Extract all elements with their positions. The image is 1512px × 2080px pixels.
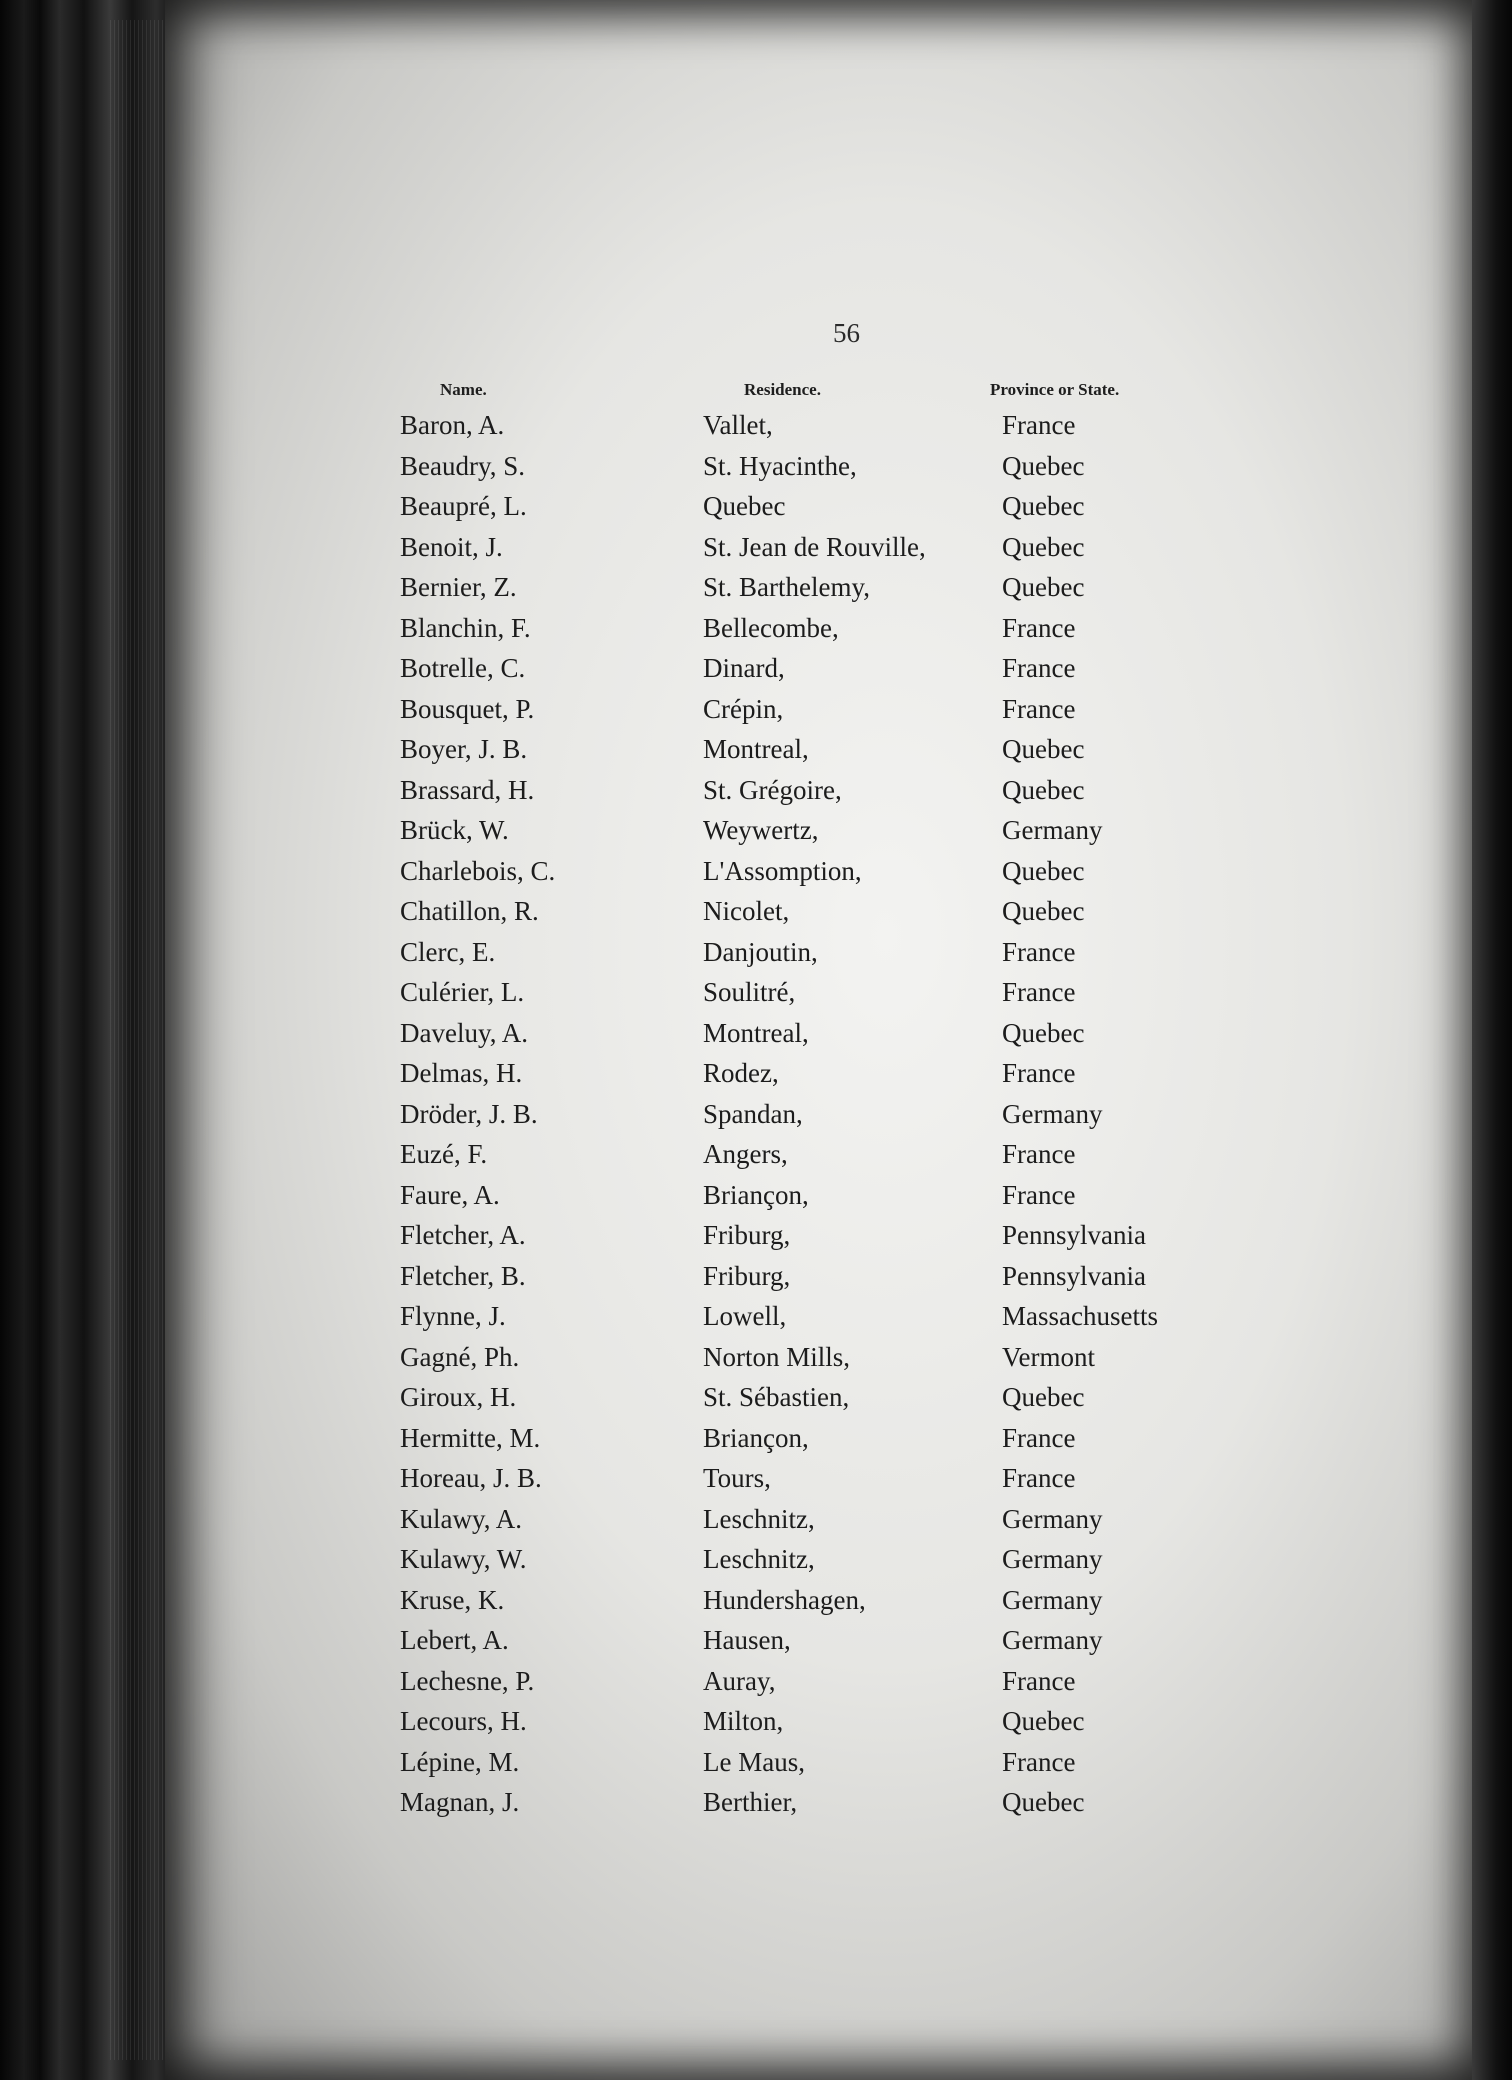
residence-cell: Lowell, — [703, 1301, 787, 1331]
province-cell: France — [1002, 1179, 1076, 1210]
table-row — [0, 1423, 1512, 1464]
table-row — [0, 1018, 1512, 1059]
province-cell: France — [1002, 1463, 1076, 1493]
residence-cell: Crépin, — [703, 693, 784, 724]
province-cell: Germany — [1002, 1625, 1103, 1655]
residence-cell: Rodez, — [703, 1058, 779, 1088]
table-row — [0, 613, 1512, 654]
table-row — [0, 1504, 1512, 1545]
table-row — [0, 1099, 1512, 1140]
residence-cell: Tours, — [703, 1463, 771, 1493]
name-cell: Lebert, A. — [400, 1625, 509, 1655]
table-row — [0, 1706, 1512, 1747]
name-cell: Faure, A. — [400, 1179, 500, 1210]
table-row — [0, 532, 1512, 573]
table-row — [0, 1585, 1512, 1626]
province-cell: France — [1002, 936, 1076, 967]
registry-table — [0, 410, 1512, 1828]
table-row — [0, 1544, 1512, 1585]
residence-cell: Hundershagen, — [703, 1584, 866, 1615]
residence-cell: Danjoutin, — [703, 936, 818, 967]
name-cell: Euzé, F. — [400, 1139, 488, 1169]
table-row — [0, 1220, 1512, 1261]
province-cell: France — [1002, 1058, 1076, 1088]
residence-cell: St. Sébastien, — [703, 1382, 850, 1412]
province-cell: France — [1002, 693, 1076, 724]
table-row — [0, 491, 1512, 532]
province-cell: Germany — [1002, 1584, 1103, 1615]
residence-cell: Montreal, — [703, 734, 809, 764]
name-cell: Botrelle, C. — [400, 653, 526, 683]
name-cell: Hermitte, M. — [400, 1422, 541, 1453]
column-header-province: Province or State. — [990, 380, 1120, 399]
name-cell: Delmas, H. — [400, 1058, 523, 1088]
name-cell: Bernier, Z. — [400, 572, 517, 602]
name-cell: Clerc, E. — [400, 936, 496, 967]
province-cell: Quebec — [1002, 531, 1085, 562]
residence-cell: Nicolet, — [703, 896, 790, 926]
residence-cell: Berthier, — [703, 1787, 798, 1817]
name-cell: Fletcher, B. — [400, 1260, 526, 1291]
name-cell: Kruse, K. — [400, 1584, 505, 1615]
name-cell: Giroux, H. — [400, 1382, 517, 1412]
province-cell: Quebec — [1002, 855, 1085, 886]
province-cell: France — [1002, 653, 1076, 683]
table-row — [0, 653, 1512, 694]
table-row — [0, 694, 1512, 735]
table-row — [0, 1180, 1512, 1221]
name-cell: Beaupré, L. — [400, 491, 527, 521]
province-cell: Vermont — [1002, 1341, 1095, 1372]
province-cell: Quebec — [1002, 1382, 1085, 1412]
table-row — [0, 775, 1512, 816]
name-cell: Benoit, J. — [400, 531, 503, 562]
column-header-name: Name. — [440, 380, 487, 399]
residence-cell: Vallet, — [703, 410, 773, 440]
province-cell: Pennsylvania — [1002, 1220, 1146, 1250]
table-row — [0, 410, 1512, 451]
residence-cell: Milton, — [703, 1706, 784, 1736]
name-cell: Kulawy, W. — [400, 1544, 527, 1574]
province-cell: France — [1002, 612, 1076, 643]
province-cell: Quebec — [1002, 1706, 1085, 1736]
table-row — [0, 937, 1512, 978]
province-cell: Quebec — [1002, 1787, 1085, 1817]
province-cell: Quebec — [1002, 1017, 1085, 1048]
table-row — [0, 734, 1512, 775]
name-cell: Baron, A. — [400, 410, 505, 440]
name-cell: Lépine, M. — [400, 1746, 520, 1777]
residence-cell: Briançon, — [703, 1179, 809, 1210]
table-row — [0, 896, 1512, 937]
name-cell: Boyer, J. B. — [400, 734, 528, 764]
province-cell: France — [1002, 977, 1076, 1007]
province-cell: Germany — [1002, 1544, 1103, 1574]
province-cell: France — [1002, 1665, 1076, 1696]
table-row — [0, 977, 1512, 1018]
table-row — [0, 572, 1512, 613]
province-cell: Pennsylvania — [1002, 1260, 1146, 1291]
name-cell: Magnan, J. — [400, 1787, 520, 1817]
province-cell: France — [1002, 1422, 1076, 1453]
table-row — [0, 1787, 1512, 1828]
residence-cell: Spandan, — [703, 1098, 803, 1129]
residence-cell: St. Grégoire, — [703, 774, 842, 805]
residence-cell: Friburg, — [703, 1220, 791, 1250]
table-row — [0, 815, 1512, 856]
residence-cell: St. Jean de Rouville, — [703, 531, 926, 562]
province-cell: France — [1002, 410, 1076, 440]
residence-cell: Montreal, — [703, 1017, 809, 1048]
name-cell: Beaudry, S. — [400, 450, 525, 481]
province-cell: Germany — [1002, 1503, 1103, 1534]
name-cell: Brassard, H. — [400, 774, 535, 805]
table-row — [0, 1342, 1512, 1383]
province-cell: Quebec — [1002, 491, 1085, 521]
table-row — [0, 1058, 1512, 1099]
name-cell: Charlebois, C. — [400, 855, 556, 886]
province-cell: Quebec — [1002, 896, 1085, 926]
table-row — [0, 1301, 1512, 1342]
name-cell: Fletcher, A. — [400, 1220, 526, 1250]
residence-cell: L'Assomption, — [703, 855, 862, 886]
page-number: 56 — [833, 318, 860, 348]
province-cell: Quebec — [1002, 734, 1085, 764]
table-row — [0, 856, 1512, 897]
province-cell: Quebec — [1002, 572, 1085, 602]
name-cell: Bousquet, P. — [400, 693, 535, 724]
column-header-residence: Residence. — [744, 380, 821, 399]
name-cell: Gagné, Ph. — [400, 1341, 520, 1372]
name-cell: Kulawy, A. — [400, 1503, 522, 1534]
residence-cell: St. Barthelemy, — [703, 572, 870, 602]
name-cell: Dröder, J. B. — [400, 1098, 538, 1129]
residence-cell: Angers, — [703, 1139, 788, 1169]
residence-cell: Le Maus, — [703, 1746, 805, 1777]
table-row — [0, 1261, 1512, 1302]
name-cell: Brück, W. — [400, 815, 509, 845]
residence-cell: Weywertz, — [703, 815, 819, 845]
province-cell: Massachusetts — [1002, 1301, 1158, 1331]
residence-cell: Auray, — [703, 1665, 776, 1696]
province-cell: France — [1002, 1139, 1076, 1169]
table-row — [0, 1666, 1512, 1707]
residence-cell: Bellecombe, — [703, 612, 839, 643]
name-cell: Culérier, L. — [400, 977, 525, 1007]
residence-cell: Briançon, — [703, 1422, 809, 1453]
residence-cell: Dinard, — [703, 653, 785, 683]
province-cell: Germany — [1002, 815, 1103, 845]
name-cell: Lechesne, P. — [400, 1665, 535, 1696]
residence-cell: Norton Mills, — [703, 1341, 851, 1372]
name-cell: Chatillon, R. — [400, 896, 539, 926]
name-cell: Flynne, J. — [400, 1301, 506, 1331]
table-row — [0, 1747, 1512, 1788]
table-row — [0, 1139, 1512, 1180]
province-cell: Quebec — [1002, 450, 1085, 481]
residence-cell: Friburg, — [703, 1260, 791, 1291]
residence-cell: Leschnitz, — [703, 1544, 815, 1574]
name-cell: Horeau, J. B. — [400, 1463, 542, 1493]
table-row — [0, 1463, 1512, 1504]
table-row — [0, 1382, 1512, 1423]
residence-cell: Quebec — [703, 491, 786, 521]
table-row — [0, 451, 1512, 492]
name-cell: Blanchin, F. — [400, 612, 531, 643]
table-row — [0, 1625, 1512, 1666]
residence-cell: St. Hyacinthe, — [703, 450, 857, 481]
name-cell: Daveluy, A. — [400, 1017, 528, 1048]
residence-cell: Hausen, — [703, 1625, 791, 1655]
name-cell: Lecours, H. — [400, 1706, 527, 1736]
residence-cell: Leschnitz, — [703, 1503, 815, 1534]
province-cell: Quebec — [1002, 774, 1085, 805]
province-cell: Germany — [1002, 1098, 1103, 1129]
province-cell: France — [1002, 1746, 1076, 1777]
residence-cell: Soulitré, — [703, 977, 796, 1007]
